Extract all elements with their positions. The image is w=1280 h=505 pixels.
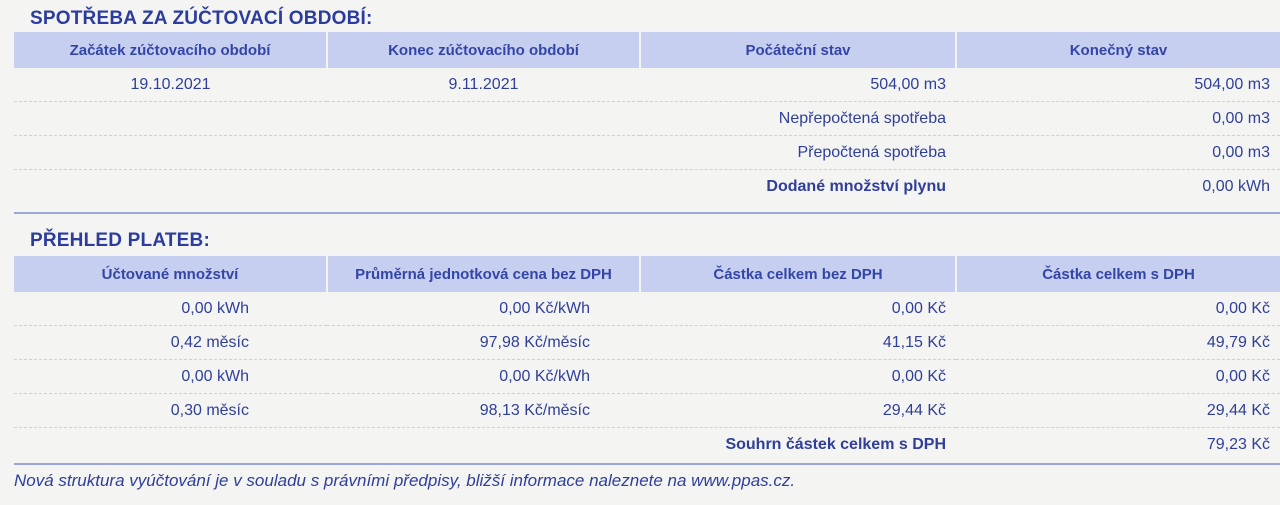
header-total-gross: Částka celkem s DPH xyxy=(956,256,1280,292)
converted-consumption-label: Přepočtená spotřeba xyxy=(640,136,956,170)
total-net: 0,00 Kč xyxy=(640,292,956,326)
total-summary-value: 79,23 Kč xyxy=(1206,435,1270,453)
unit-price: 98,13 Kč/měsíc xyxy=(327,394,640,428)
end-date: 9.11.2021 xyxy=(327,68,640,102)
header-total-net: Částka celkem bez DPH xyxy=(640,256,956,292)
payments-table xyxy=(14,256,1280,461)
consumption-section-title: SPOTŘEBA ZA ZÚČTOVACÍ OBDOBÍ: xyxy=(30,8,373,29)
header-start-period: Začátek zúčtovacího období xyxy=(14,32,327,68)
initial-state-value: 504,00 m3 xyxy=(640,68,956,102)
payments-section-title: PŘEHLED PLATEB: xyxy=(30,230,210,251)
table-row xyxy=(14,68,1280,102)
billed-quantity: 0,00 kWh xyxy=(14,360,327,394)
unit-price: 0,00 Kč/kWh xyxy=(327,292,640,326)
header-billed-quantity: Účtované množství xyxy=(14,256,327,292)
divider xyxy=(14,212,1280,214)
billed-quantity: 0,42 měsíc xyxy=(14,326,327,360)
billed-quantity: 0,30 měsíc xyxy=(14,394,327,428)
header-final-state: Konečný stav xyxy=(956,32,1280,68)
payments-header-row xyxy=(14,256,1280,292)
total-gross: 0,00 Kč xyxy=(956,292,1280,326)
header-avg-unit-price: Průměrná jednotková cena bez DPH xyxy=(327,256,640,292)
total-net: 41,15 Kč xyxy=(640,326,956,360)
consumption-header-row xyxy=(14,32,1280,68)
table-row xyxy=(14,102,1280,136)
header-end-period: Konec zúčtovacího období xyxy=(327,32,640,68)
final-state-value: 504,00 m3 xyxy=(956,68,1280,102)
billed-quantity: 0,00 kWh xyxy=(14,292,327,326)
start-date: 19.10.2021 xyxy=(14,68,327,102)
total-gross: 0,00 Kč xyxy=(956,360,1280,394)
total-net: 0,00 Kč xyxy=(640,360,956,394)
table-row xyxy=(14,136,1280,170)
table-row xyxy=(14,360,1280,394)
table-row xyxy=(14,170,1280,204)
delivered-gas-value: 0,00 kWh xyxy=(1202,177,1270,195)
total-gross: 29,44 Kč xyxy=(956,394,1280,428)
table-row xyxy=(14,292,1280,326)
table-row xyxy=(14,428,1280,462)
unit-price: 97,98 Kč/měsíc xyxy=(327,326,640,360)
divider xyxy=(14,463,1280,465)
delivered-gas-label: Dodané množství plynu xyxy=(766,177,946,195)
unit-price: 0,00 Kč/kWh xyxy=(327,360,640,394)
table-row xyxy=(14,326,1280,360)
unconverted-consumption-value: 0,00 m3 xyxy=(956,102,1280,136)
total-gross: 49,79 Kč xyxy=(956,326,1280,360)
unconverted-consumption-label: Nepřepočtená spotřeba xyxy=(640,102,956,136)
table-row xyxy=(14,394,1280,428)
total-summary-label: Souhrn částek celkem s DPH xyxy=(725,435,946,453)
consumption-table xyxy=(14,32,1280,203)
converted-consumption-value: 0,00 m3 xyxy=(956,136,1280,170)
header-initial-state: Počáteční stav xyxy=(640,32,956,68)
total-net: 29,44 Kč xyxy=(640,394,956,428)
footnote: Nová struktura vyúčtování je v souladu s právními předpisy, bližší informace naleznete na www.ppas.cz. xyxy=(14,471,796,490)
